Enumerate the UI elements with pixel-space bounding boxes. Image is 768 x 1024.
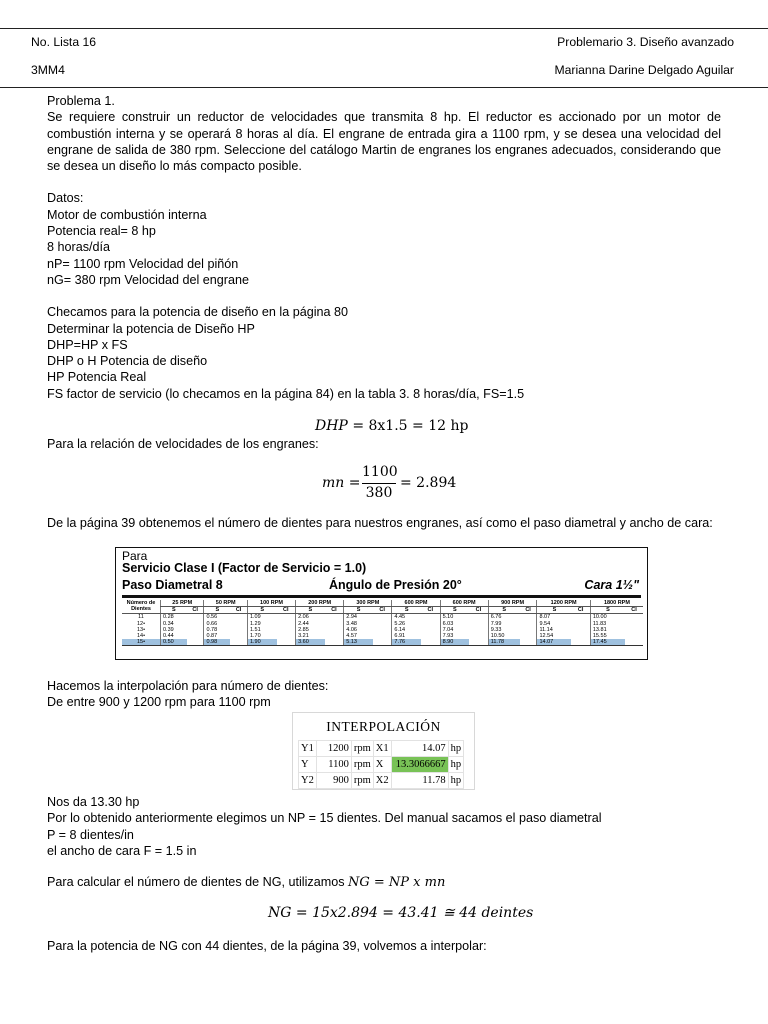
- teeth-cell: 15•: [122, 639, 161, 646]
- hp-cell: 7.76: [392, 639, 421, 646]
- teeth-column-header: Número de Dientes: [122, 600, 161, 614]
- catalog-hp-table: [122, 600, 643, 646]
- table-row: [122, 614, 643, 621]
- result-line: el ancho de cara F = 1.5 in: [47, 843, 197, 858]
- hp-cell: 7.93: [440, 633, 469, 639]
- s-header: S: [161, 607, 187, 614]
- table-subheader-row: [122, 607, 643, 614]
- design-power-line: Determinar la potencia de Diseño HP: [47, 321, 255, 336]
- interpolation-table-image: [292, 712, 475, 790]
- table-row-highlighted: [122, 639, 643, 646]
- design-power-line: DHP o H Potencia de diseño: [47, 354, 208, 369]
- s-header: S: [296, 607, 325, 614]
- rpm-header: 25 RPM: [161, 600, 204, 607]
- interp-value: 11.78: [391, 773, 448, 789]
- interp-label: Y2: [299, 773, 317, 789]
- fraction-bar: [362, 483, 396, 484]
- hp-cell: 9.33: [488, 627, 519, 633]
- teeth-cell: 12•: [136, 620, 146, 627]
- interp-result-value: 13.3066667: [391, 757, 448, 773]
- ratio-result: = 2.894: [400, 475, 457, 491]
- dhp-value: = 8x1.5 = 12 hp: [352, 418, 469, 434]
- interp-intro: [47, 678, 721, 711]
- problem-title: Problema 1.: [47, 94, 115, 108]
- ng-formula: NG = NP x mn: [348, 875, 446, 890]
- hp-cell: 15.55: [590, 633, 625, 639]
- problem-section: [47, 93, 721, 402]
- datos-line: Motor de combustión interna: [47, 207, 207, 222]
- hp-cell: 3.21: [296, 633, 325, 639]
- hp-cell: 0.66: [204, 621, 230, 627]
- result-line: Por lo obtenido anteriormente elegimos un NP = 15 dientes. Del manual sacamos el paso diametral: [47, 811, 602, 826]
- s-header: S: [204, 607, 230, 614]
- interpolation-table: [298, 740, 464, 789]
- s-header: S: [537, 607, 572, 614]
- datos-line: 8 horas/día: [47, 240, 111, 255]
- ci-header: CI: [325, 607, 344, 614]
- hp-cell: 4.06: [344, 627, 373, 633]
- interp-label: Y: [299, 757, 317, 773]
- hp-cell: 11.14: [537, 627, 572, 633]
- ci-header: CI: [230, 607, 247, 614]
- results-section: [47, 794, 721, 859]
- hp-cell: 6.76: [488, 614, 519, 621]
- hp-cell: 9.54: [537, 621, 572, 627]
- rpm-header: 900 RPM: [488, 600, 537, 607]
- interp-rpm: 900: [316, 773, 351, 789]
- hp-cell: 4.57: [344, 633, 373, 639]
- ci-header: CI: [277, 607, 296, 614]
- teeth-cell: 13•: [136, 626, 146, 633]
- hp-cell: 4.45: [392, 614, 421, 621]
- ratio-numerator: 1100: [362, 464, 398, 480]
- s-header: S: [488, 607, 519, 614]
- hp-cell: 2.94: [344, 614, 373, 621]
- hp-cell: 1.51: [247, 627, 276, 633]
- design-power-line: DHP=HP x FS: [47, 337, 128, 352]
- table-row: [299, 741, 464, 757]
- rpm-header: 1800 RPM: [590, 600, 643, 607]
- hp-cell: 0.78: [204, 627, 230, 633]
- header-group: 3MM4: [31, 63, 65, 77]
- ci-header: CI: [625, 607, 643, 614]
- interp-unit: rpm: [351, 773, 373, 789]
- rpm-header: 300 RPM: [344, 600, 392, 607]
- header-rule: [0, 87, 768, 88]
- interp-unit-hp: hp: [448, 757, 464, 773]
- interp-unit-hp: hp: [448, 773, 464, 789]
- hp-cell: 11.83: [590, 621, 625, 627]
- catalog-table-image: [115, 547, 648, 660]
- hp-cell: 11.78: [488, 639, 519, 646]
- interp-var: X: [373, 757, 391, 773]
- design-power-line: HP Potencia Real: [47, 370, 147, 385]
- ng-equation: NG = 15x2.894 = 43.41 ≅ 44 deintes: [268, 905, 534, 921]
- ci-header: CI: [187, 607, 204, 614]
- catalog-divider: [122, 595, 641, 598]
- ng-intro-line: [47, 874, 721, 891]
- hp-cell: 13.81: [590, 627, 625, 633]
- hp-cell: 10.00: [590, 614, 625, 621]
- hp-cell: 1.70: [247, 633, 276, 639]
- catalog-face-width: Cara 1½": [584, 578, 639, 592]
- result-line: P = 8 dientes/in: [47, 827, 134, 842]
- hp-cell: 1.09: [247, 614, 276, 621]
- interp-unit: rpm: [351, 757, 373, 773]
- problem-statement: Se requiere construir un reductor de velocidades que transmita 8 hp. El reductor es accionado por un motor de combustión interna y se operará 8 horas al día. El engrane de entrada gira a 1100 rpm, y se desea una velocidad del engrane de salida de 380 rpm. Seleccione del catálogo Martin de engranes los engranes adecuados, considerando que se desea un diseño lo más compacto posible.: [47, 110, 721, 174]
- interp-unit: rpm: [351, 741, 373, 757]
- hp-cell: 0.87: [204, 633, 230, 639]
- hp-cell: 2.06: [296, 614, 325, 621]
- hp-cell: 0.98: [204, 639, 230, 646]
- hp-cell: 5.10: [440, 614, 469, 621]
- result-line: Nos da 13.30 hp: [47, 795, 140, 809]
- ratio-intro: Para la relación de velocidades de los engranes:: [47, 437, 319, 451]
- top-rule: [0, 28, 768, 29]
- catalog-pressure-angle: Ángulo de Presión 20°: [329, 578, 462, 592]
- design-power-line: Checamos para la potencia de diseño en la página 80: [47, 305, 349, 320]
- hp-cell: 1.29: [247, 621, 276, 627]
- datos-line: nP= 1100 rpm Velocidad del piñón: [47, 256, 239, 271]
- teeth-cell: 14•: [136, 633, 146, 640]
- hp-cell: 2.85: [296, 627, 325, 633]
- interp-var: X1: [373, 741, 391, 757]
- ratio-lhs: mn =: [322, 475, 361, 491]
- interp-intro-line: Hacemos la interpolación para número de dientes:: [47, 679, 329, 693]
- ci-header: CI: [469, 607, 488, 614]
- teeth-cell: 11: [138, 614, 144, 621]
- hp-cell: 0.50: [161, 639, 187, 646]
- rpm-header: 600 RPM: [440, 600, 488, 607]
- hp-cell: 6.91: [392, 633, 421, 639]
- header-list-number: No. Lista 16: [31, 35, 97, 49]
- hp-cell: 14.07: [537, 639, 572, 646]
- design-power-line: FS factor de servicio (lo checamos en la página 84) en la tabla 3. 8 horas/día, FS=1.5: [47, 386, 525, 401]
- hp-cell: 7.99: [488, 621, 519, 627]
- rpm-header: 1200 RPM: [537, 600, 590, 607]
- hp-cell: 0.39: [161, 627, 187, 633]
- interp-unit-hp: hp: [448, 741, 464, 757]
- dhp-symbol: DHP: [315, 418, 348, 434]
- ci-header: CI: [520, 607, 537, 614]
- hp-cell: 0.44: [161, 633, 187, 639]
- hp-cell: 10.50: [488, 633, 519, 639]
- hp-cell: 6.14: [392, 627, 421, 633]
- hp-cell: 17.45: [590, 639, 625, 646]
- ci-header: CI: [373, 607, 392, 614]
- hp-cell: 2.44: [296, 621, 325, 627]
- ci-header: CI: [571, 607, 590, 614]
- interp-label: Y1: [299, 741, 317, 757]
- rpm-header: 100 RPM: [247, 600, 295, 607]
- ratio-denominator: 380: [365, 485, 393, 501]
- ng-intro: Para calcular el número de dientes de NG, utilizamos: [47, 875, 345, 889]
- table-header-row: [122, 600, 643, 607]
- rpm-header: 600 RPM: [392, 600, 440, 607]
- rpm-header: 50 RPM: [204, 600, 247, 607]
- interp-value: 14.07: [391, 741, 448, 757]
- ci-header: CI: [421, 607, 440, 614]
- hp-cell: 5.13: [344, 639, 373, 646]
- catalog-line-para: Para: [122, 549, 148, 563]
- s-header: S: [392, 607, 421, 614]
- hp-cell: 1.90: [247, 639, 276, 646]
- s-header: S: [590, 607, 625, 614]
- hp-cell: 0.28: [161, 614, 187, 621]
- s-header: S: [247, 607, 276, 614]
- hp-cell: 0.34: [161, 621, 187, 627]
- hp-cell: 5.26: [392, 621, 421, 627]
- final-line: Para la potencia de NG con 44 dientes, de la página 39, volvemos a interpolar:: [47, 939, 487, 953]
- hp-cell: 8.07: [537, 614, 572, 621]
- s-header: S: [344, 607, 373, 614]
- interp-var: X2: [373, 773, 391, 789]
- table-row: [299, 773, 464, 789]
- rpm-header: 200 RPM: [296, 600, 344, 607]
- interpolation-title: INTERPOLACIÓN: [326, 719, 441, 734]
- header-author: Marianna Darine Delgado Aguilar: [554, 63, 734, 77]
- header-course-title: Problemario 3. Diseño avanzado: [557, 35, 734, 49]
- hp-cell: 7.04: [440, 627, 469, 633]
- datos-line: Potencia real= 8 hp: [47, 224, 156, 239]
- interp-rpm: 1200: [316, 741, 351, 757]
- hp-cell: 6.03: [440, 621, 469, 627]
- hp-cell: 0.56: [204, 614, 230, 621]
- dhp-equation: [315, 418, 468, 434]
- hp-cell: 8.90: [440, 639, 469, 646]
- interp-intro-line: De entre 900 y 1200 rpm para 1100 rpm: [47, 695, 271, 710]
- catalog-service-class: Servicio Clase I (Factor de Servicio = 1.0): [122, 561, 367, 575]
- hp-cell: 12.54: [537, 633, 572, 639]
- hp-cell: 3.48: [344, 621, 373, 627]
- datos-title: Datos:: [47, 191, 84, 206]
- s-header: S: [440, 607, 469, 614]
- hp-cell: 3.60: [296, 639, 325, 646]
- interp-rpm: 1100: [316, 757, 351, 773]
- datos-line: nG= 380 rpm Velocidad del engrane: [47, 272, 249, 287]
- page39-text: De la página 39 obtenemos el número de dientes para nuestros engranes, así como el paso diametral y ancho de cara:: [47, 516, 713, 530]
- catalog-diametral-pitch: Paso Diametral 8: [122, 578, 223, 592]
- table-row: [299, 757, 464, 773]
